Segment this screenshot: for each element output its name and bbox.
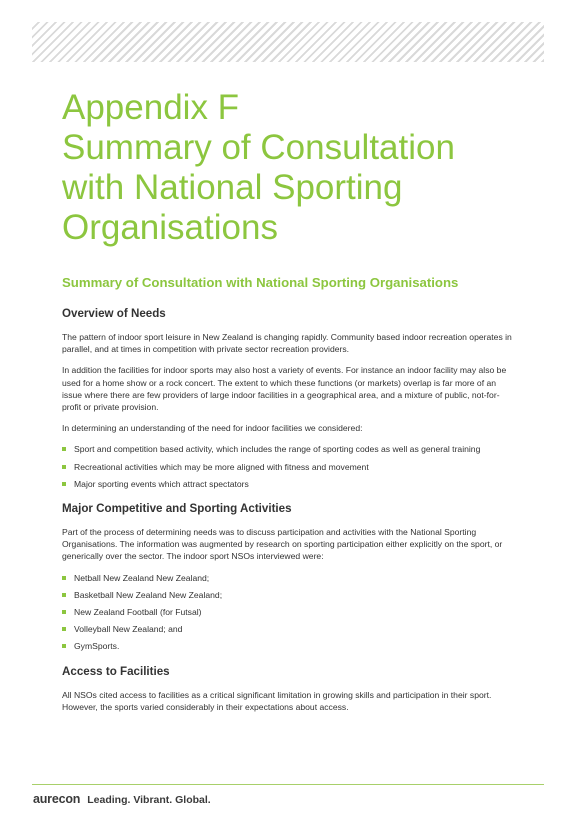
page-title — [62, 88, 455, 248]
list-item — [62, 461, 514, 473]
list-item-text: Sport and competition based activity, which includes the range of sporting codes as well as general training — [74, 444, 481, 455]
list-item-text: Recreational activities which may be more aligned with fitness and movement — [74, 461, 369, 472]
footer-tagline: Leading. Vibrant. Global. — [87, 794, 211, 806]
list-item-text: Volleyball New Zealand; and — [74, 624, 183, 635]
list-item — [62, 478, 514, 490]
title-line: Summary of Consultation — [62, 128, 455, 167]
overview-bullet-list — [62, 443, 514, 490]
bullet-square-icon — [62, 593, 66, 597]
list-item-text: Basketball New Zealand New Zealand; — [74, 589, 223, 600]
bullet-square-icon — [62, 447, 66, 451]
list-item — [62, 606, 514, 618]
competitive-heading: Major Competitive and Sporting Activities — [62, 502, 292, 516]
bullet-square-icon — [62, 576, 66, 580]
footer-divider — [32, 784, 544, 785]
access-paragraph: All NSOs cited access to facilities as a critical significant limitation in growing skills and participation in their sport. However, the sports varied considerably in their expectations about access. — [62, 689, 492, 712]
overview-paragraph-3: In determining an understanding of the need for indoor facilities we considered: — [62, 423, 363, 434]
bullet-square-icon — [62, 627, 66, 631]
overview-paragraph-1: The pattern of indoor sport leisure in New Zealand is changing rapidly. Community based indoor recreation operates in parallel, and at times in competition with private sector recreation providers. — [62, 332, 512, 355]
footer — [33, 792, 211, 808]
bullet-square-icon — [62, 465, 66, 469]
nso-bullet-list — [62, 572, 514, 653]
list-item-text: Major sporting events which attract spectators — [74, 478, 249, 489]
list-item — [62, 443, 514, 455]
title-line: Appendix F — [62, 88, 240, 127]
list-item-text: New Zealand Football (for Futsal) — [74, 607, 202, 618]
list-item — [62, 589, 514, 601]
bullet-square-icon — [62, 482, 66, 486]
access-heading: Access to Facilities — [62, 664, 170, 678]
document-body — [62, 275, 514, 722]
list-item — [62, 623, 514, 635]
title-line: Organisations — [62, 208, 278, 247]
header-hatch-band — [32, 22, 544, 62]
bullet-square-icon — [62, 644, 66, 648]
overview-heading: Overview of Needs — [62, 307, 166, 320]
competitive-paragraph: Part of the process of determining needs was to discuss participation and activities with the National Sporting Organisations. The information was augmented by research on sporting participation either explicitly on the sport, or generically over the sector. The indoor sport NSOs interviewed were: — [62, 527, 503, 562]
list-item — [62, 640, 514, 652]
aurecon-logo: aurecon — [33, 792, 81, 806]
bullet-square-icon — [62, 610, 66, 614]
title-line: with National Sporting — [62, 168, 403, 207]
list-item-text: Netball New Zealand New Zealand; — [74, 572, 210, 583]
section-heading: Summary of Consultation with National Sporting Organisations — [62, 275, 459, 290]
list-item-text: GymSports. — [74, 641, 120, 652]
list-item — [62, 572, 514, 584]
overview-paragraph-2: In addition the facilities for indoor sports may also host a variety of events. For instance an indoor facility may also be used for a home show or a rock concert. The extent to which these functions (or markets) overlap is far more of an issue where there are few providers of large indoor facilities in a geographical area, and a mixture of public, not-for-profit or private provision. — [62, 365, 507, 413]
